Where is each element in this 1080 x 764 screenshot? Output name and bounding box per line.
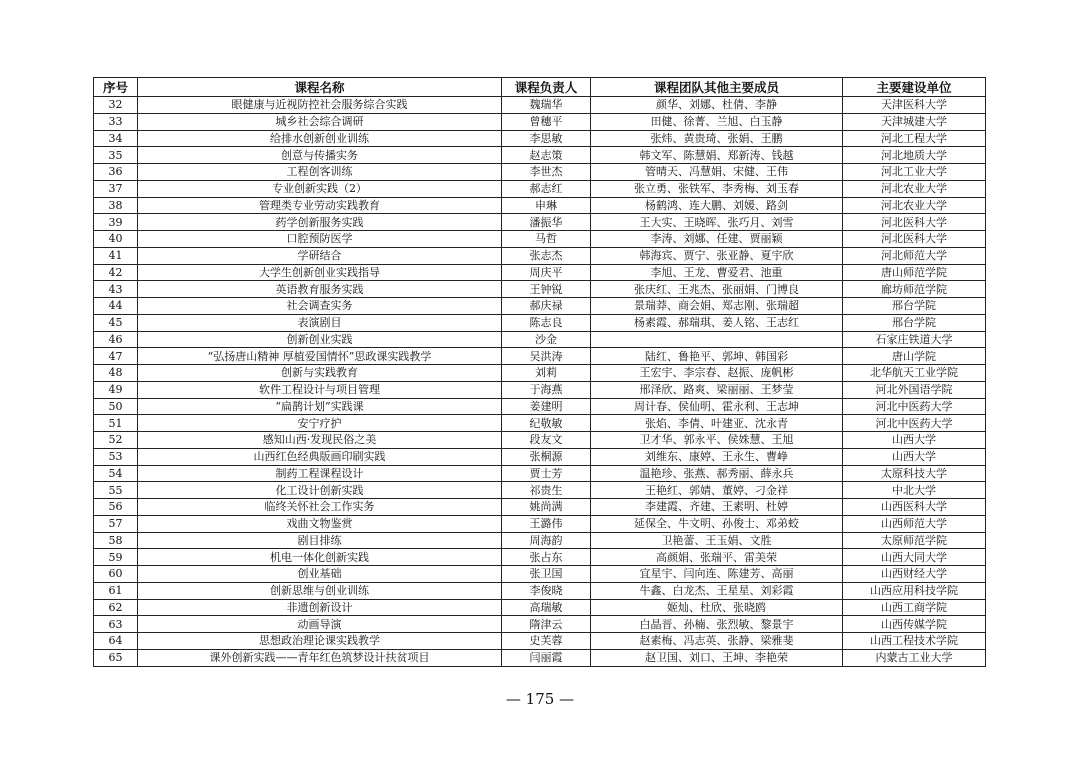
cell-course-lead: 张志杰 [502,247,591,264]
cell-course-lead: 陈志良 [502,314,591,331]
table-row [94,482,986,499]
cell-team-members: 杨鹤鸿、连大鹏、刘媛、路剑 [591,197,843,214]
cell-team-members: 李涛、刘娜、任建、贾丽颖 [591,231,843,248]
cell-institution: 天津医科大学 [843,97,986,114]
cell-course-name: 思想政治理论课实践教学 [138,633,502,650]
cell-institution: 河北师范大学 [843,247,986,264]
cell-team-members: 白晶晋、孙楠、张烈敏、黎景宇 [591,616,843,633]
cell-index: 32 [94,97,138,114]
header-institution: 主要建设单位 [843,78,986,97]
table-row [94,130,986,147]
cell-index: 36 [94,164,138,181]
cell-course-name: “扁鹊计划”实践课 [138,398,502,415]
cell-institution: 邢台学院 [843,298,986,315]
cell-course-lead: 王钟锐 [502,281,591,298]
table-row [94,582,986,599]
cell-index: 42 [94,264,138,281]
cell-course-lead: 张占东 [502,549,591,566]
cell-index: 53 [94,448,138,465]
cell-institution: 河北中医药大学 [843,398,986,415]
cell-institution: 石家庄铁道大学 [843,331,986,348]
cell-course-lead: 郝庆禄 [502,298,591,315]
table-row [94,298,986,315]
cell-team-members: 王大实、王晓晖、张巧月、刘雪 [591,214,843,231]
cell-index: 54 [94,465,138,482]
cell-course-name: 表演剧目 [138,314,502,331]
table-row [94,247,986,264]
cell-index: 65 [94,649,138,666]
cell-course-name: 工程创客训练 [138,164,502,181]
course-table [93,77,986,667]
cell-course-lead: 潘振华 [502,214,591,231]
cell-index: 41 [94,247,138,264]
cell-index: 62 [94,599,138,616]
cell-course-lead: 姜建明 [502,398,591,415]
cell-index: 43 [94,281,138,298]
table-row [94,113,986,130]
cell-course-name: 管理类专业劳动实践教育 [138,197,502,214]
cell-course-name: 感知山西·发现民俗之美 [138,432,502,449]
table-row [94,231,986,248]
cell-course-name: 药学创新服务实践 [138,214,502,231]
cell-course-lead: 曾穗平 [502,113,591,130]
cell-course-lead: 李俊晓 [502,582,591,599]
cell-team-members: 牛鑫、白龙杰、王星星、刘彩霞 [591,582,843,599]
cell-institution: 北华航天工业学院 [843,365,986,382]
table-row [94,415,986,432]
cell-course-lead: 段友文 [502,432,591,449]
cell-institution: 山西大学 [843,448,986,465]
cell-team-members: 高颜娟、张瑞平、雷美荣 [591,549,843,566]
table-row [94,147,986,164]
table-row [94,281,986,298]
cell-index: 51 [94,415,138,432]
table-row [94,566,986,583]
table-row [94,532,986,549]
cell-team-members: 颜华、刘娜、杜倩、李静 [591,97,843,114]
cell-team-members: 杨素霞、郝瑞琪、姜人铭、王志红 [591,314,843,331]
cell-index: 60 [94,566,138,583]
cell-course-lead: 沙金 [502,331,591,348]
cell-course-name: 英语教育服务实践 [138,281,502,298]
table-row [94,381,986,398]
cell-institution: 山西大同大学 [843,549,986,566]
table-row [94,164,986,181]
cell-course-lead: 李世杰 [502,164,591,181]
cell-institution: 山西传媒学院 [843,616,986,633]
cell-institution: 河北医科大学 [843,231,986,248]
cell-course-name: 创新思维与创业训练 [138,582,502,599]
table-row [94,599,986,616]
cell-team-members: 李建霞、齐建、王素明、杜婷 [591,499,843,516]
cell-institution: 唐山学院 [843,348,986,365]
cell-index: 56 [94,499,138,516]
cell-index: 58 [94,532,138,549]
cell-team-members: 赵卫国、刘口、王坤、李艳荣 [591,649,843,666]
cell-institution: 廊坊师范学院 [843,281,986,298]
cell-course-name: 非遗创新设计 [138,599,502,616]
cell-team-members: 王艳红、郭婧、董婷、刁金祥 [591,482,843,499]
cell-course-name: 剧目排练 [138,532,502,549]
cell-course-lead: 于海燕 [502,381,591,398]
cell-course-name: 大学生创新创业实践指导 [138,264,502,281]
cell-index: 37 [94,180,138,197]
cell-team-members: 姬灿、杜欣、张晓鸥 [591,599,843,616]
cell-course-name: 机电一体化创新实践 [138,549,502,566]
cell-course-lead: 张桐源 [502,448,591,465]
cell-team-members: 赵素梅、冯志英、张静、梁雅斐 [591,633,843,650]
cell-index: 55 [94,482,138,499]
table-row [94,214,986,231]
cell-course-lead: 魏瑞华 [502,97,591,114]
cell-course-lead: 吴洪涛 [502,348,591,365]
cell-index: 35 [94,147,138,164]
cell-team-members: 景瑞莽、商会娟、郑志刚、张瑞超 [591,298,843,315]
cell-team-members: 张焰、李倩、叶建亚、沈永青 [591,415,843,432]
course-table-container [93,77,985,667]
table-row [94,499,986,516]
page-number: — 175 — [505,690,575,708]
table-row [94,264,986,281]
cell-index: 61 [94,582,138,599]
cell-index: 59 [94,549,138,566]
cell-team-members: 王宏宇、李宗春、赵振、庞帆彬 [591,365,843,382]
cell-team-members: 卫才华、郭永平、侯姝慧、王旭 [591,432,843,449]
cell-course-lead: 周海韵 [502,532,591,549]
cell-team-members: 张庆红、王兆杰、张丽娟、门博良 [591,281,843,298]
cell-team-members: 周计春、侯仙明、霍永利、王志坤 [591,398,843,415]
cell-institution: 太原师范学院 [843,532,986,549]
cell-team-members: 田健、徐菁、兰旭、白玉静 [591,113,843,130]
cell-course-name: 课外创新实践——青年红色筑梦设计扶贫项目 [138,649,502,666]
cell-course-lead: 高瑞敏 [502,599,591,616]
cell-course-lead: 贾士芳 [502,465,591,482]
cell-team-members: 温艳珍、张燕、郝秀丽、薛永兵 [591,465,843,482]
cell-institution: 河北医科大学 [843,214,986,231]
cell-course-name: 安宁疗护 [138,415,502,432]
cell-index: 64 [94,633,138,650]
cell-index: 52 [94,432,138,449]
cell-team-members [591,331,843,348]
cell-course-name: 山西红色经典版画印刷实践 [138,448,502,465]
cell-course-name: “弘扬唐山精神 厚植爱国情怀”思政课实践教学 [138,348,502,365]
cell-course-lead: 隋津云 [502,616,591,633]
table-row [94,633,986,650]
table-row [94,348,986,365]
cell-course-name: 学研结合 [138,247,502,264]
table-row [94,616,986,633]
cell-team-members: 宜星宇、闫向连、陈建芳、高丽 [591,566,843,583]
table-row [94,649,986,666]
cell-institution: 河北工程大学 [843,130,986,147]
table-row [94,314,986,331]
cell-course-name: 制药工程课程设计 [138,465,502,482]
table-row [94,97,986,114]
cell-course-name: 城乡社会综合调研 [138,113,502,130]
cell-team-members: 卫艳蕾、王玉娟、文胜 [591,532,843,549]
cell-institution: 中北大学 [843,482,986,499]
cell-institution: 河北中医药大学 [843,415,986,432]
cell-index: 57 [94,515,138,532]
cell-course-name: 社会调查实务 [138,298,502,315]
header-index: 序号 [94,78,138,97]
cell-course-name: 眼健康与近视防控社会服务综合实践 [138,97,502,114]
cell-course-lead: 姚尚满 [502,499,591,516]
cell-team-members: 管晴天、冯慧娟、宋健、王伟 [591,164,843,181]
cell-institution: 山西师范大学 [843,515,986,532]
cell-index: 46 [94,331,138,348]
cell-team-members: 延保全、牛文明、孙俊士、邓弟蛟 [591,515,843,532]
cell-course-name: 创新创业实践 [138,331,502,348]
cell-index: 44 [94,298,138,315]
cell-course-lead: 张卫国 [502,566,591,583]
table-row [94,549,986,566]
header-course-lead: 课程负责人 [502,78,591,97]
cell-index: 63 [94,616,138,633]
cell-institution: 内蒙古工业大学 [843,649,986,666]
cell-course-lead: 李思敏 [502,130,591,147]
cell-institution: 邢台学院 [843,314,986,331]
cell-index: 50 [94,398,138,415]
cell-course-name: 动画导演 [138,616,502,633]
cell-index: 33 [94,113,138,130]
cell-course-name: 创业基础 [138,566,502,583]
table-row [94,398,986,415]
cell-index: 38 [94,197,138,214]
cell-team-members: 刘维东、康婷、王永生、曹峥 [591,448,843,465]
cell-institution: 河北农业大学 [843,197,986,214]
cell-institution: 天津城建大学 [843,113,986,130]
cell-course-name: 创新与实践教育 [138,365,502,382]
cell-team-members: 张炜、黄贵琦、张娟、王鹏 [591,130,843,147]
table-row [94,331,986,348]
cell-institution: 山西工商学院 [843,599,986,616]
header-team-members: 课程团队其他主要成员 [591,78,843,97]
cell-team-members: 陆红、鲁艳平、郭坤、韩国彩 [591,348,843,365]
cell-institution: 山西工程技术学院 [843,633,986,650]
cell-index: 49 [94,381,138,398]
cell-institution: 山西财经大学 [843,566,986,583]
table-header-row [94,78,986,97]
cell-team-members: 韩文军、陈慧娟、郑新涛、钱越 [591,147,843,164]
cell-institution: 河北工业大学 [843,164,986,181]
table-row [94,515,986,532]
cell-institution: 山西医科大学 [843,499,986,516]
cell-institution: 河北农业大学 [843,180,986,197]
cell-index: 34 [94,130,138,147]
cell-institution: 太原科技大学 [843,465,986,482]
cell-institution: 河北地质大学 [843,147,986,164]
cell-index: 39 [94,214,138,231]
cell-course-lead: 王潞伟 [502,515,591,532]
table-row [94,465,986,482]
cell-institution: 山西应用科技学院 [843,582,986,599]
cell-index: 47 [94,348,138,365]
cell-course-name: 化工设计创新实践 [138,482,502,499]
cell-course-name: 临终关怀社会工作实务 [138,499,502,516]
header-course-name: 课程名称 [138,78,502,97]
table-row [94,432,986,449]
cell-course-name: 创意与传播实务 [138,147,502,164]
table-row [94,448,986,465]
cell-institution: 河北外国语学院 [843,381,986,398]
cell-course-lead: 闫丽霞 [502,649,591,666]
cell-team-members: 邢泽欣、路爽、梁丽丽、王梦莹 [591,381,843,398]
cell-index: 40 [94,231,138,248]
cell-course-name: 软件工程设计与项目管理 [138,381,502,398]
cell-index: 48 [94,365,138,382]
cell-course-lead: 纪敬敏 [502,415,591,432]
cell-course-lead: 赵志策 [502,147,591,164]
cell-course-lead: 刘莉 [502,365,591,382]
cell-institution: 山西大学 [843,432,986,449]
table-row [94,197,986,214]
cell-course-name: 给排水创新创业训练 [138,130,502,147]
cell-team-members: 李旭、王龙、曹爱君、池重 [591,264,843,281]
cell-course-name: 戏曲文物鉴赏 [138,515,502,532]
cell-course-name: 专业创新实践（2） [138,180,502,197]
cell-institution: 唐山师范学院 [843,264,986,281]
cell-team-members: 韩海宾、贾宁、张亚静、夏宇欣 [591,247,843,264]
cell-index: 45 [94,314,138,331]
cell-course-lead: 郝志红 [502,180,591,197]
cell-course-lead: 周庆平 [502,264,591,281]
table-row [94,180,986,197]
table-row [94,365,986,382]
cell-course-name: 口腔预防医学 [138,231,502,248]
cell-course-lead: 申琳 [502,197,591,214]
cell-team-members: 张立勇、张铁军、李秀梅、刘玉春 [591,180,843,197]
cell-course-lead: 马哲 [502,231,591,248]
cell-course-lead: 史芙蓉 [502,633,591,650]
cell-course-lead: 祁贵生 [502,482,591,499]
